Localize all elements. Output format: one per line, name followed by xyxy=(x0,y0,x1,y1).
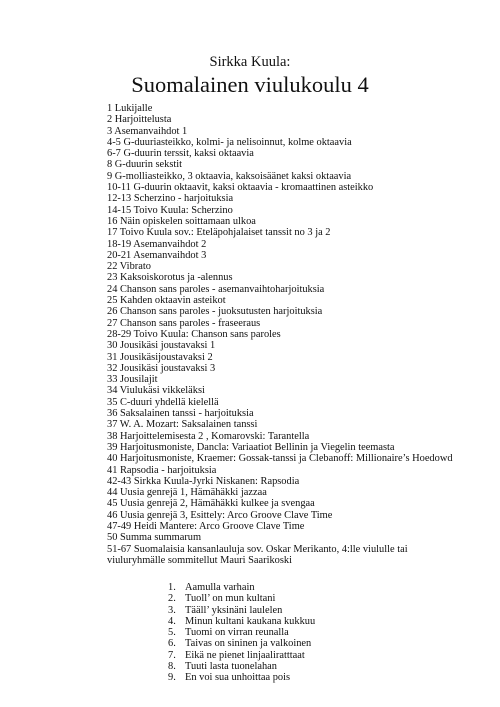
song-number: 2. xyxy=(168,593,176,605)
toc-entry: 35 C-duuri yhdellä kielellä xyxy=(107,396,219,408)
toc-entry: 2 Harjoittelusta xyxy=(107,114,172,126)
song-item xyxy=(168,638,315,649)
toc-entry: 23 Kaksoiskorotus ja -alennus xyxy=(107,272,233,284)
table-of-contents xyxy=(107,103,457,566)
toc-entry: 34 Viulukäsi vikkeläksi xyxy=(107,385,205,397)
toc-entry: 47-49 Heidi Mantere: Arco Groove Clave Time xyxy=(107,520,305,532)
toc-entry: 25 Kahden oktaavin asteikot xyxy=(107,295,226,307)
song-item xyxy=(168,616,315,627)
toc-entry: 8 G-duurin sekstit xyxy=(107,159,183,171)
song-title: Tuomi on virran reunalla xyxy=(185,627,289,639)
song-title: Tääll’ yksinäni laulelen xyxy=(185,604,283,616)
song-number: 5. xyxy=(168,627,176,639)
song-number: 3. xyxy=(168,604,176,616)
song-number: 4. xyxy=(168,615,176,627)
song-title: Eikä ne pienet linjaaliratttaat xyxy=(185,649,305,661)
song-item xyxy=(168,672,315,683)
song-item xyxy=(168,593,315,604)
toc-entry: 31 Jousikäsijoustavaksi 2 xyxy=(107,351,213,363)
toc-entry: 39 Harjoitusmoniste, Dancla: Variaatiot Bellinin ja Viegelin teemasta xyxy=(107,441,395,453)
book-title: Suomalainen viulukoulu 4 xyxy=(131,72,369,97)
song-title: Tuoll’ on mun kultani xyxy=(185,593,276,605)
toc-entry: 37 W. A. Mozart: Saksalainen tanssi xyxy=(107,419,258,431)
song-number: 1. xyxy=(168,582,176,593)
toc-entry: 27 Chanson sans paroles - fraseeraus xyxy=(107,317,261,329)
song-item xyxy=(168,661,315,672)
song-number: 7. xyxy=(168,649,176,661)
song-item xyxy=(168,650,315,661)
song-item xyxy=(168,605,315,616)
toc-entry: 50 Summa summarum xyxy=(107,532,202,544)
toc-entry: 16 Näin opiskelen soittamaan ulkoa xyxy=(107,215,256,227)
toc-entry: 24 Chanson sans paroles - asemanvaihtoharjoituksia xyxy=(107,283,325,295)
song-title: Minun kultani kaukana kukkuu xyxy=(185,615,316,627)
toc-entry: 46 Uusia genrejä 3, Esittely: Arco Groove Clave Time xyxy=(107,509,333,521)
toc-entry: 14-15 Toivo Kuula: Scherzino xyxy=(107,204,233,216)
folk-song-list xyxy=(168,582,315,684)
song-title: Taivas on sininen ja valkoinen xyxy=(185,638,312,650)
toc-entry: 20-21 Asemanvaihdot 3 xyxy=(107,249,207,261)
toc-entry: 51-67 Suomalaisia kansanlauluja sov. Oskar Merikanto, 4:lle viululle tai viuluryhmälle sommitellut Mauri Saarikoski xyxy=(107,543,408,566)
toc-entry: 1 Lukijalle xyxy=(107,103,153,114)
toc-entry: 28-29 Toivo Kuula: Chanson sans paroles xyxy=(107,328,281,340)
toc-entry: 45 Uusia genrejä 2, Hämähäkki kulkee ja svengaa xyxy=(107,498,315,510)
song-title: Aamulla varhain xyxy=(185,582,255,593)
toc-entry: 17 Toivo Kuula sov.: Eteläpohjalaiset tanssit no 3 ja 2 xyxy=(107,227,331,239)
toc-entry: 40 Harjoitusmoniste, Kraemer: Gossak-tanssi ja Clebanoff: Millionaire’s Hoedowd xyxy=(107,453,453,465)
toc-entry: 6-7 G-duurin terssit, kaksi oktaavia xyxy=(107,148,254,160)
song-title: Tuuti lasta tuonelahan xyxy=(185,661,277,673)
toc-entry: 10-11 G-duurin oktaavit, kaksi oktaavia - kromaattinen asteikko xyxy=(107,182,374,194)
toc-entry: 41 Rapsodia - harjoituksia xyxy=(107,464,217,476)
toc-entry: 3 Asemanvaihdot 1 xyxy=(107,125,188,137)
song-item xyxy=(168,582,315,593)
toc-entry: 18-19 Asemanvaihdot 2 xyxy=(107,238,207,250)
toc-entry: 30 Jousikäsi joustavaksi 1 xyxy=(107,340,216,352)
toc-entry: 26 Chanson sans paroles - juoksutusten harjoituksia xyxy=(107,306,323,318)
toc-entry: 36 Saksalainen tanssi - harjoituksia xyxy=(107,408,254,420)
song-title: En voi sua unhoittaa pois xyxy=(185,672,291,684)
song-number: 8. xyxy=(168,661,176,673)
song-number: 9. xyxy=(168,672,176,684)
toc-entry: 44 Uusia genrejä 1, Hämähäkki jazzaa xyxy=(107,487,267,499)
toc-entry: 42-43 Sirkka Kuula-Jyrki Niskanen: Rapsodia xyxy=(107,475,300,487)
toc-entry: 38 Harjoittelemisesta 2 , Komarovski: Tarantella xyxy=(107,430,310,442)
toc-entry: 33 Jousilajit xyxy=(107,374,158,386)
toc-entry: 32 Jousikäsi joustavaksi 3 xyxy=(107,362,216,374)
toc-entry: 12-13 Scherzino - harjoituksia xyxy=(107,193,234,205)
toc-entry: 4-5 G-duuriasteikko, kolmi- ja nelisoinnut, kolme oktaavia xyxy=(107,136,352,148)
song-item xyxy=(168,627,315,638)
song-number: 6. xyxy=(168,638,176,650)
toc-entry: 9 G-molliasteikko, 3 oktaavia, kaksoisäänet kaksi oktaavia xyxy=(107,170,352,182)
toc-entry: 22 Vibrato xyxy=(107,261,151,273)
author-heading: Sirkka Kuula: xyxy=(209,54,291,70)
